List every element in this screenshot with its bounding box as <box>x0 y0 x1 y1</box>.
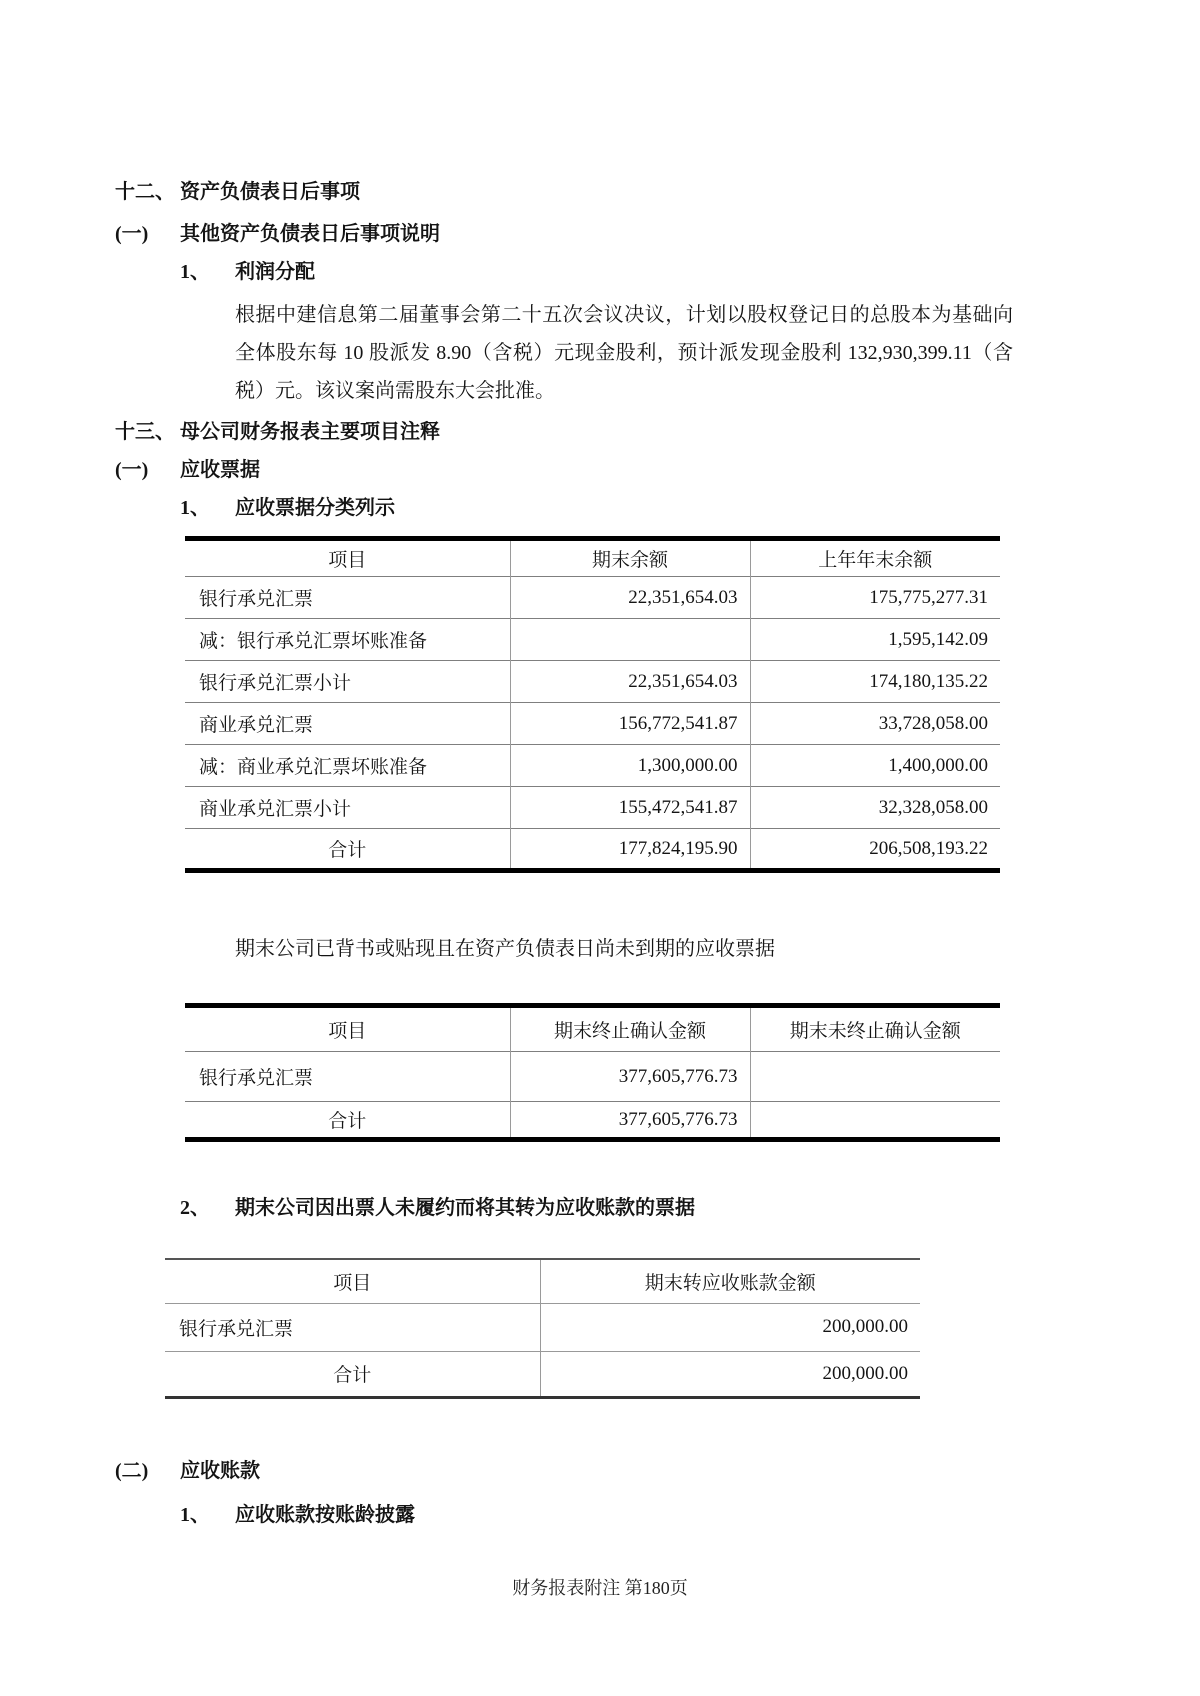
total-label-cell: 合计 <box>333 1365 372 1386</box>
amount-cell: 1,400,000.00 <box>750 745 1000 787</box>
section-heading-profit-distribution <box>180 258 1200 286</box>
section-number: 1、 <box>180 497 210 519</box>
section-heading-13-1 <box>115 456 1200 484</box>
section-heading-12 <box>115 178 1200 206</box>
profit-distribution-paragraph: 根据中建信息第二届董事会第二十五次会议决议，计划以股权登记日的总股本为基础向全体股东每 10 股派发 8.90（含税）元现金股利，预计派发现金股利 132,930,399.11（含税）元。该议案尚需股东大会批准。 <box>235 304 1013 402</box>
notes-transferred-to-receivables-table <box>165 1258 920 1399</box>
page-footer: 财务报表附注 第180页 <box>512 1578 688 1598</box>
total-amount-cell: 206,508,193.22 <box>750 829 1000 871</box>
total-label-cell: 合计 <box>328 840 367 861</box>
amount-cell: 1,300,000.00 <box>510 745 750 787</box>
section-heading-12-1 <box>115 220 1200 248</box>
amount-cell: 155,472,541.87 <box>510 787 750 829</box>
item-cell: 银行承兑汇票小计 <box>199 673 352 694</box>
item-cell: 银行承兑汇票 <box>179 1318 294 1340</box>
column-header-not-derecognized-amount: 期末未终止确认金额 <box>750 1006 1000 1052</box>
item-cell: 减：商业承兑汇票坏账准备 <box>199 757 428 778</box>
table-row <box>165 1303 920 1351</box>
section-number: 2、 <box>180 1197 210 1219</box>
item-cell: 银行承兑汇票 <box>199 589 314 610</box>
item-cell: 减：银行承兑汇票坏账准备 <box>199 631 428 652</box>
section-heading-receivables-aging <box>180 1501 1200 1529</box>
section-title: 利润分配 <box>235 261 315 283</box>
amount-cell: 200,000.00 <box>540 1303 920 1351</box>
section-number: (一) <box>115 223 149 245</box>
column-header-transferred-amount: 期末转应收账款金额 <box>540 1259 920 1303</box>
column-header-item: 项目 <box>328 1021 367 1042</box>
section-title: 期末公司因出票人未履约而将其转为应收账款的票据 <box>235 1197 695 1219</box>
endorsed-notes-text: 期末公司已背书或贴现且在资产负债表日尚未到期的应收票据 <box>235 938 775 960</box>
section-title: 其他资产负债表日后事项说明 <box>180 223 440 245</box>
section-number: 1、 <box>180 1503 210 1526</box>
section-heading-accounts-receivable <box>115 1457 1200 1485</box>
amount-cell <box>750 1052 1000 1102</box>
amount-cell: 175,775,277.31 <box>750 577 1000 619</box>
item-cell: 商业承兑汇票小计 <box>199 799 352 820</box>
endorsed-notes-table <box>185 1003 1000 1142</box>
section-title: 应收账款按账龄披露 <box>235 1503 415 1526</box>
total-amount-cell: 377,605,776.73 <box>510 1102 750 1140</box>
table-row <box>185 787 1000 829</box>
table-header-row <box>185 1006 1000 1052</box>
column-header-item: 项目 <box>333 1272 372 1294</box>
table-row <box>185 1052 1000 1102</box>
amount-cell: 156,772,541.87 <box>510 703 750 745</box>
section-title: 应收票据分类列示 <box>235 497 395 519</box>
total-amount-cell: 200,000.00 <box>540 1351 920 1397</box>
section-heading-13 <box>115 418 1200 446</box>
table-row <box>185 619 1000 661</box>
table-total-row <box>185 829 1000 871</box>
table-row <box>185 745 1000 787</box>
table-row <box>185 703 1000 745</box>
section-number: 1、 <box>180 261 210 283</box>
table-total-row <box>185 1102 1000 1140</box>
column-header-closing-balance: 期末余额 <box>510 539 750 577</box>
section-number: 十二、 <box>115 181 175 203</box>
item-cell: 商业承兑汇票 <box>199 715 314 736</box>
amount-cell: 22,351,654.03 <box>510 661 750 703</box>
column-header-item: 项目 <box>328 550 367 571</box>
amount-cell: 22,351,654.03 <box>510 577 750 619</box>
amount-cell: 1,595,142.09 <box>750 619 1000 661</box>
section-title: 母公司财务报表主要项目注释 <box>180 421 440 443</box>
table-header-row <box>185 539 1000 577</box>
column-header-derecognized-amount: 期末终止确认金额 <box>510 1006 750 1052</box>
notes-receivable-classification-table <box>185 536 1000 873</box>
total-amount-cell: 177,824,195.90 <box>510 829 750 871</box>
amount-cell <box>510 619 750 661</box>
amount-cell: 33,728,058.00 <box>750 703 1000 745</box>
table-row <box>185 577 1000 619</box>
section-heading-notes-classification <box>180 494 1200 522</box>
amount-cell: 174,180,135.22 <box>750 661 1000 703</box>
column-header-prior-year-balance: 上年年末余额 <box>750 539 1000 577</box>
amount-cell: 32,328,058.00 <box>750 787 1000 829</box>
section-number: (一) <box>115 459 149 481</box>
section-number: (二) <box>115 1459 149 1482</box>
table-header-row <box>165 1259 920 1303</box>
total-label-cell: 合计 <box>328 1111 367 1132</box>
section-title: 资产负债表日后事项 <box>180 181 360 203</box>
table-row <box>185 661 1000 703</box>
total-amount-cell <box>750 1102 1000 1140</box>
section-title: 应收账款 <box>180 1459 260 1482</box>
amount-cell: 377,605,776.73 <box>510 1052 750 1102</box>
section-heading-notes-to-receivables <box>180 1194 1200 1222</box>
table-total-row <box>165 1351 920 1397</box>
section-number: 十三、 <box>115 421 175 443</box>
section-title: 应收票据 <box>180 459 260 481</box>
item-cell: 银行承兑汇票 <box>199 1068 314 1089</box>
